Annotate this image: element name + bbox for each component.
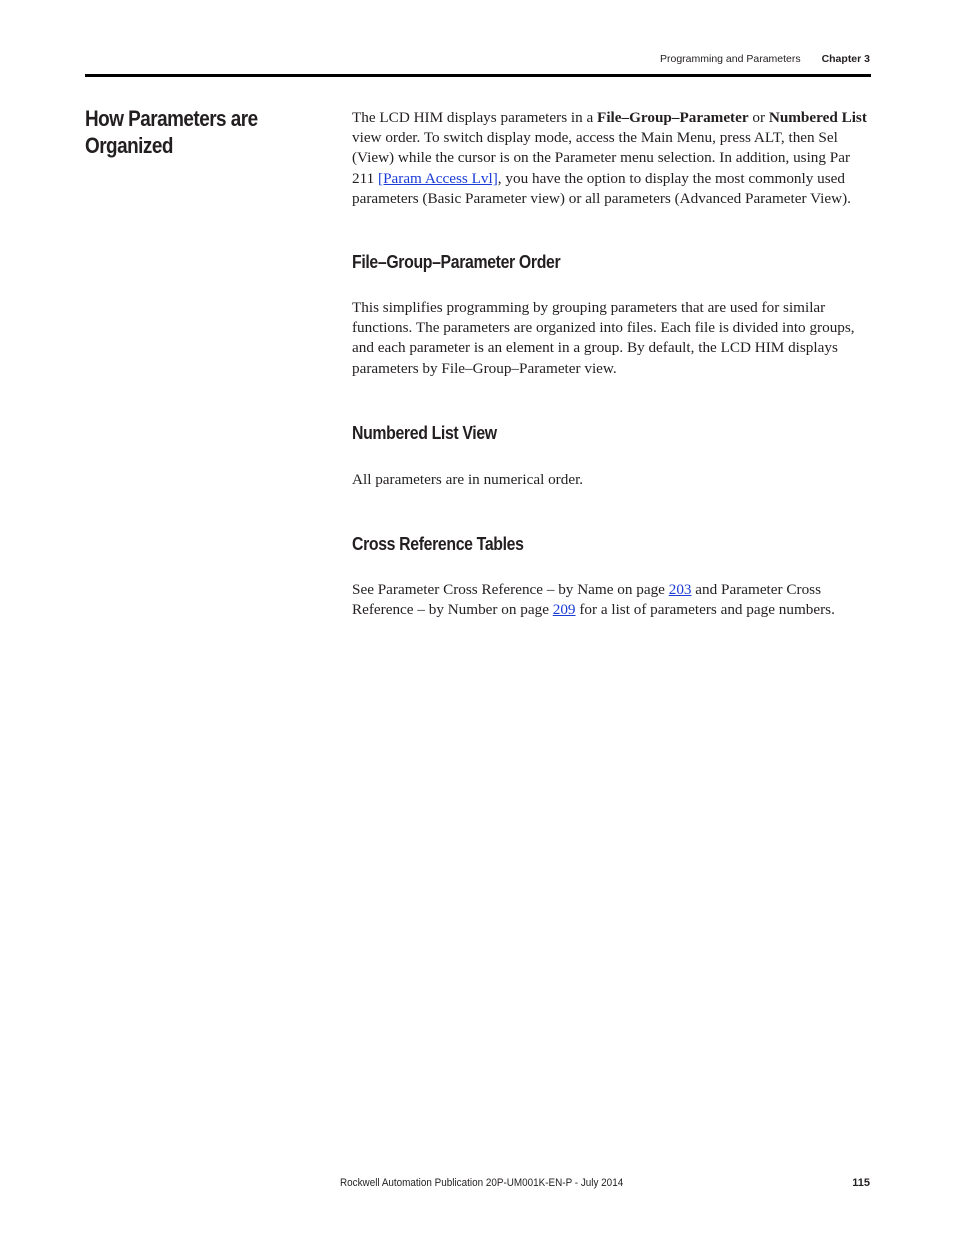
file-group-heading: File–Group–Parameter Order — [352, 252, 561, 272]
footer-publication: Rockwell Automation Publication 20P-UM001K-EN-P - July 2014 — [340, 1177, 624, 1189]
header-section-label: Programming and Parameters — [659, 53, 801, 65]
running-header — [660, 53, 870, 65]
file-group-paragraph: This simplifies programming by grouping parameters that are used for similar functions. The parameters are organized into files. Each file is divided into groups, and each parameter is an element in a group. By default, the LCD HIM displays parameters by File–Group–Parameter view. — [352, 299, 855, 377]
header-rule — [85, 74, 871, 77]
intro-paragraph: The LCD HIM displays parameters in a File–Group–Parameter or Numbered List view order. To switch display mode, access the Main Menu, press ALT, then Sel (View) while the cursor is on the Parameter menu selection. In addition, using Par 211 [Param Access Lvl], you have the option to display the most commonly used parameters (Basic Parameter view) or all parameters (Advanced Parameter View). — [352, 109, 867, 207]
cross-reference-paragraph: See Parameter Cross Reference – by Name on page 203 and Parameter Cross Reference – by Number on page 209 for a list of parameters and page numbers. — [352, 581, 835, 619]
page-203-link[interactable]: 203 — [668, 581, 692, 598]
numbered-list-heading: Numbered List View — [352, 423, 497, 443]
page-209-link[interactable]: 209 — [552, 601, 576, 619]
numbered-list-term: Numbered List — [768, 109, 867, 126]
header-chapter-label: Chapter 3 — [821, 53, 870, 65]
param-access-lvl-link[interactable]: [Param Access Lvl] — [378, 169, 498, 187]
file-group-parameter-term: File–Group–Parameter — [597, 109, 749, 126]
cross-reference-heading: Cross Reference Tables — [352, 534, 524, 554]
footer-page-number: 115 — [852, 1177, 870, 1189]
numbered-list-paragraph: All parameters are in numerical order. — [352, 471, 584, 488]
section-title: How Parameters are Organized — [85, 106, 258, 158]
